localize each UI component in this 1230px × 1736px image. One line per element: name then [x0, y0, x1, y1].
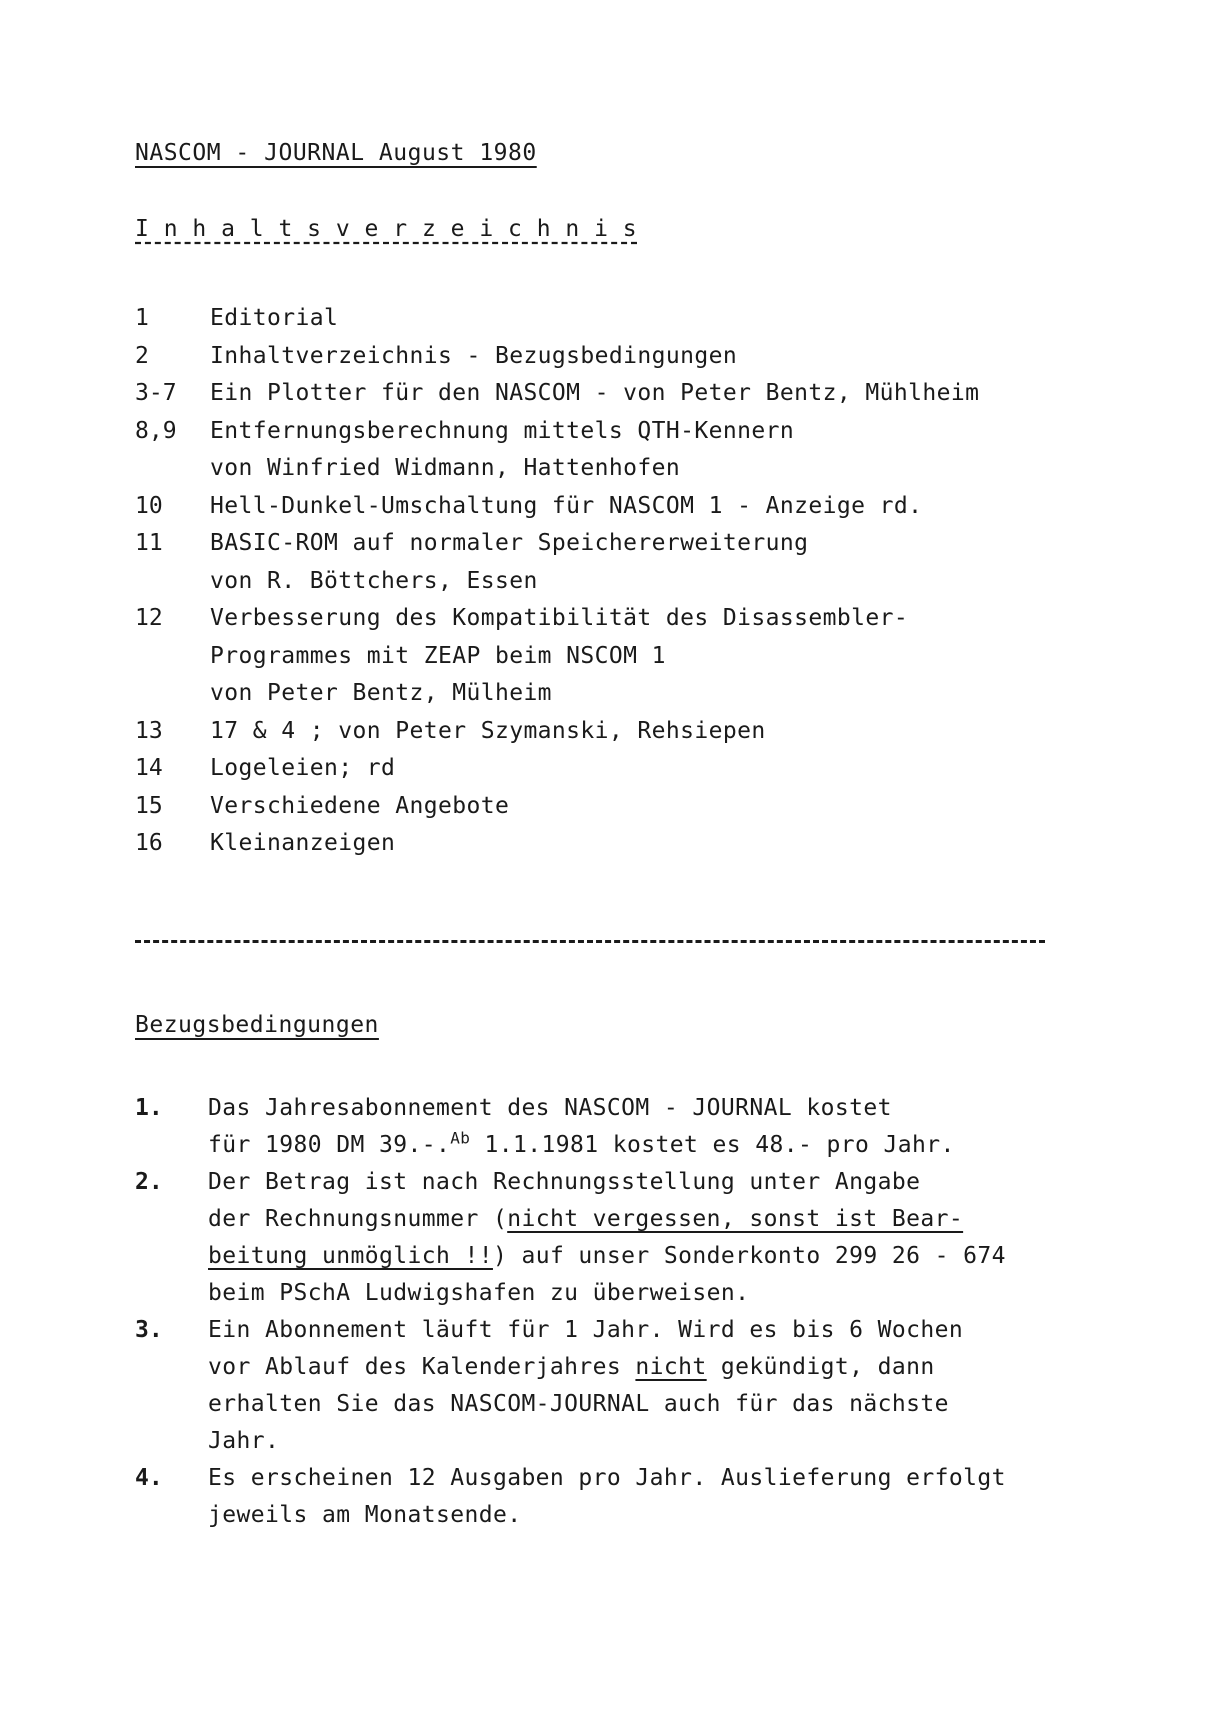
toc-page-number: 13: [135, 717, 163, 744]
toc-entry: [135, 713, 1135, 751]
section-heading-bezugsbedingungen: Bezugsbedingungen: [135, 1012, 379, 1038]
term-item: [135, 1164, 1135, 1312]
underlined-text: beitung unmöglich !!: [208, 1243, 493, 1269]
toc-entry-text: Hell-Dunkel-Umschaltung für NASCOM 1 - Anzeige rd.: [210, 492, 923, 519]
term-number: 3.: [135, 1317, 163, 1343]
toc-page-number: 1: [135, 305, 149, 331]
dashed-separator: [135, 940, 1045, 943]
term-line: beim PSchA Ludwigshafen zu überweisen.: [208, 1280, 750, 1306]
term-item: [135, 1312, 1135, 1460]
term-line: jeweils am Monatsende.: [208, 1502, 522, 1528]
toc-entry-text: Kleinanzeigen: [210, 830, 396, 856]
term-number: 1.: [135, 1095, 163, 1121]
toc-page-number: 8,9: [135, 417, 177, 444]
toc-page-number: 16: [135, 830, 163, 856]
term-line: der Rechnungsnummer (nicht vergessen, sonst ist Bear-: [208, 1206, 964, 1232]
toc-entry: [135, 788, 1135, 826]
term-line: beitung unmöglich !!) auf unser Sonderkonto 299 26 - 674: [208, 1243, 1006, 1269]
toc-page-number: 12: [135, 605, 163, 631]
term-line: Ein Abonnement läuft für 1 Jahr. Wird es bis 6 Wochen: [208, 1317, 964, 1343]
toc-entry-text: Entfernungsberechnung mittels QTH-Kennern: [210, 417, 795, 444]
toc-entry: [135, 825, 1135, 863]
term-item: [135, 1090, 1135, 1164]
toc-entry-text: Inhaltverzeichnis - Bezugsbedingungen: [210, 342, 738, 369]
toc-page-number: 11: [135, 530, 163, 556]
underlined-text: nicht vergessen, sonst ist Bear-: [507, 1206, 964, 1232]
term-line: erhalten Sie das NASCOM-JOURNAL auch für das nächste: [208, 1391, 949, 1417]
term-line: für 1980 DM 39.-.$^{Ab}$ 1.1.1981 kostet es 48.- pro Jahr.: [208, 1128, 955, 1158]
term-line: Das Jahresabonnement des NASCOM - JOURNAL kostet: [208, 1095, 892, 1121]
toc-entry: [135, 525, 1135, 600]
toc-entry: [135, 750, 1135, 788]
toc-page-number: 14: [135, 755, 163, 781]
toc-entry-text: 17 & 4 ; von Peter Szymanski, Rehsiepen: [210, 717, 766, 744]
toc-entry-text: Editorial: [210, 305, 339, 331]
toc-page-number: 15: [135, 792, 163, 819]
toc-page-number: 2: [135, 342, 149, 369]
term-line: Der Betrag ist nach Rechnungsstellung unter Angabe: [208, 1169, 921, 1195]
toc-heading: I n h a l t s v e r z e i c h n i s: [135, 216, 638, 242]
toc-page-number: 10: [135, 492, 163, 519]
term-line: Jahr.: [208, 1428, 280, 1454]
superscript-note: Ab: [450, 1128, 471, 1148]
toc-entry-text: von Peter Bentz, Mülheim: [210, 680, 552, 706]
page-title: NASCOM - JOURNAL August 1980: [135, 140, 537, 166]
toc-entry-text: Logeleien; rd: [210, 755, 396, 781]
term-line: Es erscheinen 12 Ausgaben pro Jahr. Auslieferung erfolgt: [208, 1465, 1006, 1491]
toc-entry-text: Programmes mit ZEAP beim NSCOM 1: [210, 642, 666, 669]
toc-entry-text: Ein Plotter für den NASCOM - von Peter Bentz, Mühlheim: [210, 380, 980, 406]
toc-page-number: 3-7: [135, 380, 177, 406]
toc-entry: [135, 338, 1135, 376]
toc-entry-text: Verbesserung des Kompatibilität des Disassembler-: [210, 605, 909, 631]
toc-entry-text: von R. Böttchers, Essen: [210, 567, 538, 594]
term-number: 2.: [135, 1169, 163, 1195]
toc-entry: [135, 413, 1135, 488]
toc-entry: [135, 600, 1135, 713]
term-line: vor Ablauf des Kalenderjahres nicht gekündigt, dann: [208, 1354, 935, 1380]
underlined-text: nicht: [635, 1354, 707, 1380]
toc-entry-text: Verschiedene Angebote: [210, 792, 510, 819]
toc-entry: [135, 300, 1135, 338]
term-number: 4.: [135, 1465, 163, 1491]
toc-entry-text: BASIC-ROM auf normaler Speichererweiterung: [210, 530, 809, 556]
terms-list: [135, 1090, 1135, 1534]
toc-entry-text: von Winfried Widmann, Hattenhofen: [210, 455, 681, 481]
toc-entry: [135, 375, 1135, 413]
table-of-contents: [135, 300, 1135, 863]
toc-entry: [135, 488, 1135, 526]
term-item: [135, 1460, 1135, 1534]
